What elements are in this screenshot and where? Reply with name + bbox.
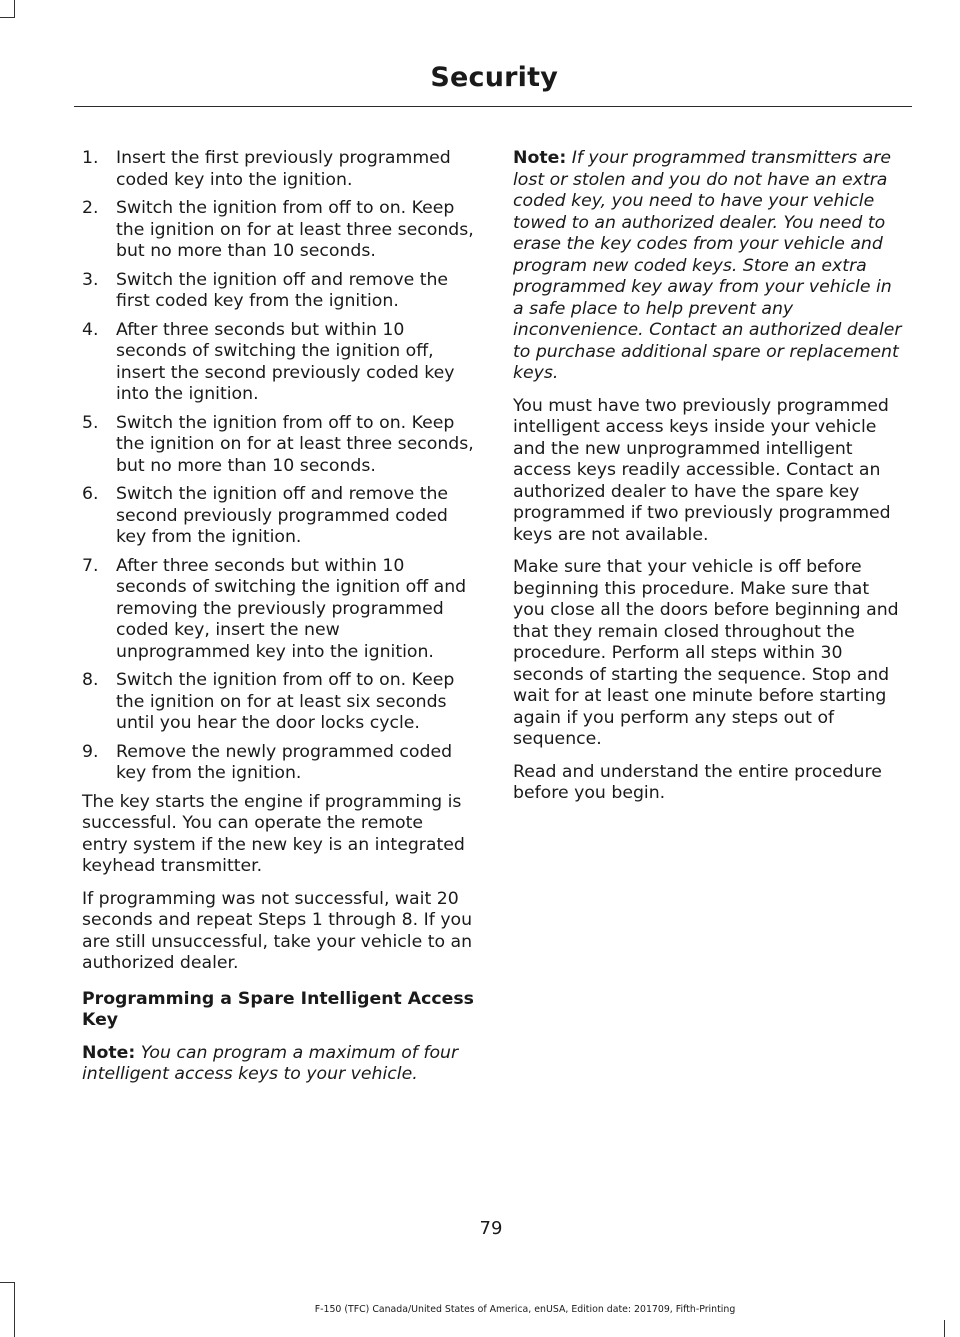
read-first-paragraph: Read and understand the entire procedure before you begin. xyxy=(513,761,882,803)
step-text: Switch the ignition from off to on. Keep the ignition on for at least three seconds, but no more than 10 seconds. xyxy=(116,198,474,261)
step-text: Switch the ignition from off to on. Keep the ignition on for at least three seconds, but no more than 10 seconds. xyxy=(116,412,474,476)
left-column xyxy=(82,148,474,1097)
step-text: Remove the newly programmed coded key from the ignition. xyxy=(116,741,453,783)
section-heading: Programming a Spare Intelligent Access Key xyxy=(82,988,474,1030)
header-divider xyxy=(74,106,912,107)
step-text: After three seconds but within 10 seconds of switching the ignition off and removing the previously programmed coded key, insert the new unprogrammed key into the ignition. xyxy=(116,555,467,662)
step-text: After three seconds but within 10 seconds of switching the ignition off, insert the second previously coded key into the ignition. xyxy=(116,319,455,404)
step-text: Switch the ignition off and remove the second previously programmed coded key from the ignition. xyxy=(116,484,449,547)
crop-mark-bottom-right-vertical xyxy=(944,1320,945,1337)
page-number: 79 xyxy=(479,1218,503,1239)
step-number: 7. xyxy=(82,555,99,576)
requirements-paragraph: You must have two previously programmed intelligent access keys inside your vehicle and the new unprogrammed intelligent access keys readily accessible. Contact an authorized dealer to have the spare key programmed if two previously programmed keys are not available. xyxy=(513,395,891,545)
page-title: Security xyxy=(430,62,558,93)
note-label: Note: xyxy=(513,148,567,168)
step-number: 8. xyxy=(82,670,99,690)
step-number: 1. xyxy=(82,148,99,168)
step-number: 6. xyxy=(82,484,99,504)
list-item xyxy=(82,413,474,478)
step-text: Insert the first previously programmed coded key into the ignition. xyxy=(116,148,451,190)
list-item xyxy=(82,148,474,191)
note-lost-keys xyxy=(513,148,906,385)
list-item xyxy=(82,556,474,664)
step-text: Switch the ignition from off to on. Keep the ignition on for at least six seconds until you hear the door locks cycle. xyxy=(116,670,455,733)
crop-mark-top-left-vertical xyxy=(14,0,15,18)
step-number: 3. xyxy=(82,269,99,290)
list-item xyxy=(82,484,474,549)
failure-paragraph: If programming was not successful, wait 20 seconds and repeat Steps 1 through 8. If you are still unsuccessful, take your vehicle to an authorized dealer. xyxy=(82,888,473,973)
list-item xyxy=(82,742,474,785)
edition-footer: F-150 (TFC) Canada/United States of America, enUSA, Edition date: 201709, Fifth-Printing xyxy=(314,1304,736,1315)
note-text: You can program a maximum of four intelligent access keys to your vehicle. xyxy=(82,1042,459,1084)
list-item xyxy=(82,320,474,406)
crop-mark-bottom-left-horizontal xyxy=(0,1282,15,1283)
step-number: 5. xyxy=(82,412,99,433)
right-column xyxy=(513,148,906,816)
step-number: 9. xyxy=(82,741,99,762)
note-label: Note: xyxy=(82,1042,136,1063)
list-item xyxy=(82,198,474,263)
procedure-paragraph: Make sure that your vehicle is off before beginning this procedure. Make sure that you close all the doors before beginning and that they remain closed throughout the procedure. Perform all steps within 30 seconds of starting the sequence. Stop and wait for at least one minute before starting again if you perform any steps out of sequence. xyxy=(513,557,899,749)
note-text: If your programmed transmitters are lost or stolen and you do not have an extra coded key, you need to have your vehicle towed to an authorized dealer. You need to erase the key codes from your vehicle and program new coded keys. Store an extra programmed key away from your vehicle in a safe place to help prevent any inconvenience. Contact an authorized dealer to purchase additional spare or replacement keys. xyxy=(513,148,902,383)
step-number: 4. xyxy=(82,319,99,340)
step-number: 2. xyxy=(82,198,99,218)
crop-mark-top-left-horizontal xyxy=(0,17,15,18)
success-paragraph: The key starts the engine if programming is successful. You can operate the remote entry system if the new key is an integrated keyhead transmitter. xyxy=(82,791,465,876)
note-max-keys xyxy=(82,1043,474,1086)
step-text: Switch the ignition off and remove the first coded key from the ignition. xyxy=(116,269,449,311)
list-item xyxy=(82,270,474,313)
list-item xyxy=(82,670,474,735)
programming-steps-list xyxy=(82,148,474,785)
